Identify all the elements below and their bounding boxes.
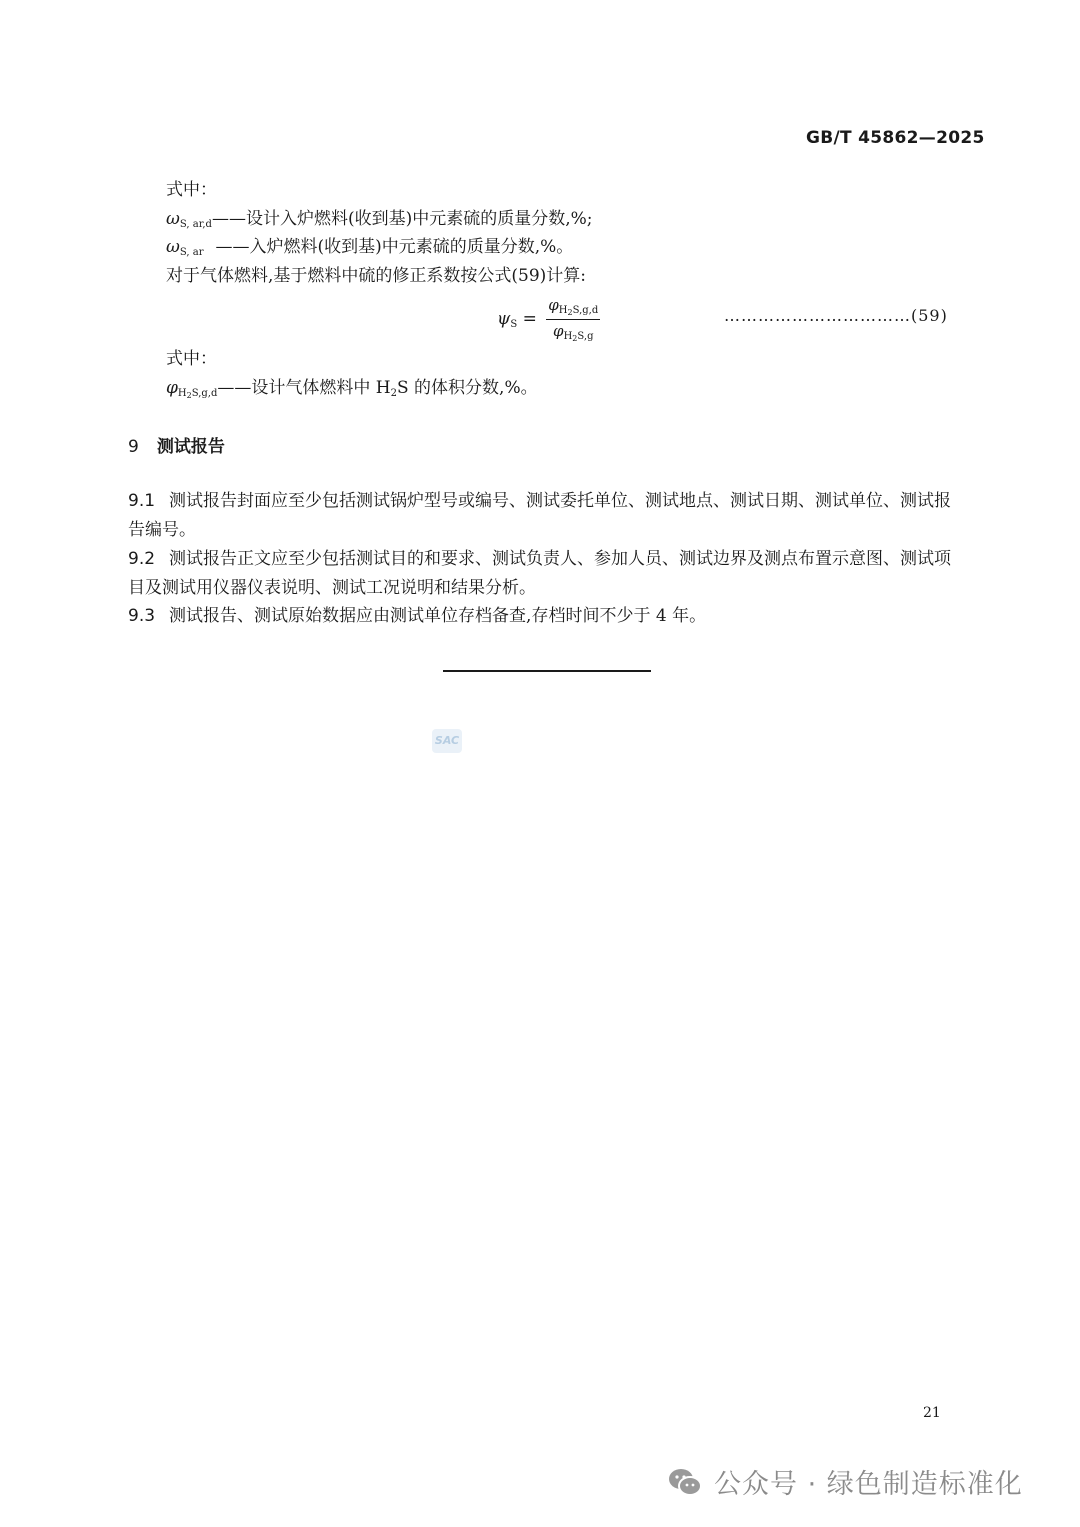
end-of-document-rule	[443, 670, 651, 672]
page-number: 21	[923, 1405, 941, 1421]
clause-9-1	[128, 487, 964, 545]
clause-text: 测试报告、测试原始数据应由测试单位存档备查,存档时间不少于 4 年。	[169, 606, 707, 626]
clause-number: 9.1	[128, 491, 156, 511]
definition-text: ——入炉燃料(收到基)中元素硫的质量分数,%。	[215, 237, 574, 257]
symbol-omega: ω	[166, 237, 180, 257]
equation-59	[497, 296, 600, 343]
wechat-watermark-text: 公众号 · 绿色制造标准化	[714, 1469, 1023, 1500]
definition-omega-sar	[166, 235, 573, 265]
definition-text: ——设计入炉燃料(收到基)中元素硫的质量分数,%;	[211, 209, 593, 229]
symbol-phi: φ	[166, 378, 178, 398]
wechat-watermark	[668, 1462, 1023, 1501]
symbol-subscript: S, ar,d	[179, 219, 212, 230]
numerator: $\varphi_{H_2S,g,d}$	[546, 296, 600, 320]
definition-omega-sard	[166, 207, 593, 237]
clause-9-3	[128, 602, 964, 631]
definition-text: ——设计气体燃料中 H	[217, 378, 391, 398]
section-heading	[128, 432, 225, 457]
lhs-psi: ψ	[497, 309, 511, 329]
clause-9-2	[128, 545, 964, 603]
formula-intro: 对于气体燃料,基于燃料中硫的修正系数按公式(59)计算:	[166, 266, 587, 286]
symbol-omega: ω	[166, 209, 180, 229]
where-label-2: 式中：	[166, 349, 217, 369]
equation-number: ……………………………(59)	[724, 306, 948, 325]
sac-logo-icon: SAC	[432, 729, 462, 753]
clause-number: 9.2	[128, 549, 156, 569]
clause-text: 测试报告正文应至少包括测试目的和要求、测试负责人、参加人员、测试边界及测点布置示意图、测试项目及测试用仪器仪表说明、测试工况说明和结果分析。	[128, 549, 952, 598]
section-title: 测试报告	[156, 437, 225, 457]
where-label-1: 式中：	[166, 180, 217, 200]
definition-phi-h2s: $\varphi_{H_2S,g,d}——$设计气体燃料中 $H_2S$ 的体积分数,%。	[166, 378, 538, 400]
equals-sign: =	[522, 309, 537, 329]
symbol-subscript: S, ar	[179, 247, 204, 258]
clause-number: 9.3	[128, 606, 156, 626]
lhs-subscript: S	[510, 319, 518, 330]
section-number: 9	[128, 437, 139, 457]
fraction	[546, 296, 600, 343]
wechat-icon	[668, 1467, 702, 1497]
clause-text: 测试报告封面应至少包括测试锅炉型号或编号、测试委托单位、测试地点、测试日期、测试单位、测试报告编号。	[128, 491, 952, 540]
denominator: $\varphi_{H_2S,g}$	[553, 322, 594, 343]
standard-code: GB/T 45862—2025	[806, 128, 985, 148]
